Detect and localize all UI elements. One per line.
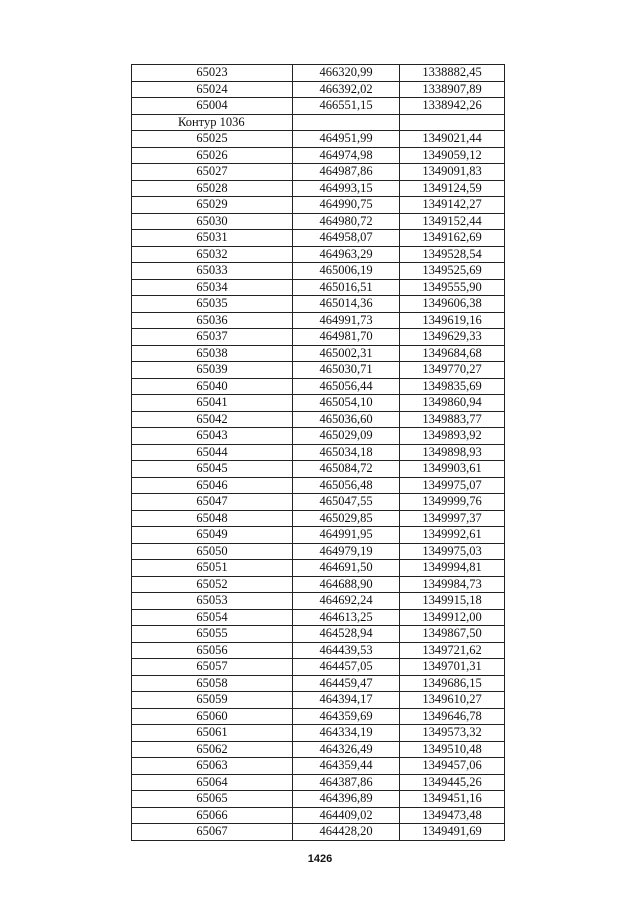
- x-coordinate-cell: 464963,29: [293, 246, 400, 263]
- point-number-cell: 65051: [132, 560, 293, 577]
- point-number-cell: 65064: [132, 774, 293, 791]
- point-number-cell: 65034: [132, 279, 293, 296]
- empty-cell: [400, 114, 505, 131]
- point-number-cell: 65043: [132, 428, 293, 445]
- y-coordinate-cell: 1349473,48: [400, 807, 505, 824]
- table-row: [132, 659, 505, 676]
- point-number-cell: 65045: [132, 461, 293, 478]
- y-coordinate-cell: 1349915,18: [400, 593, 505, 610]
- x-coordinate-cell: 464396,89: [293, 791, 400, 808]
- point-number-cell: 65042: [132, 411, 293, 428]
- y-coordinate-cell: 1349142,27: [400, 197, 505, 214]
- x-coordinate-cell: 465056,48: [293, 477, 400, 494]
- point-number-cell: 65040: [132, 378, 293, 395]
- point-number-cell: 65054: [132, 609, 293, 626]
- table-row: [132, 527, 505, 544]
- point-number-cell: 65056: [132, 642, 293, 659]
- y-coordinate-cell: 1349835,69: [400, 378, 505, 395]
- table-row: [132, 65, 505, 82]
- table-row: [132, 807, 505, 824]
- y-coordinate-cell: 1349491,69: [400, 824, 505, 841]
- table-row: [132, 213, 505, 230]
- y-coordinate-cell: 1349510,48: [400, 741, 505, 758]
- y-coordinate-cell: 1349525,69: [400, 263, 505, 280]
- x-coordinate-cell: 464439,53: [293, 642, 400, 659]
- point-number-cell: 65060: [132, 708, 293, 725]
- x-coordinate-cell: 466320,99: [293, 65, 400, 82]
- x-coordinate-cell: 464409,02: [293, 807, 400, 824]
- x-coordinate-cell: 465084,72: [293, 461, 400, 478]
- x-coordinate-cell: 464394,17: [293, 692, 400, 709]
- table-row: [132, 609, 505, 626]
- point-number-cell: 65025: [132, 131, 293, 148]
- table-row: [132, 428, 505, 445]
- y-coordinate-cell: 1349770,27: [400, 362, 505, 379]
- table-row: [132, 180, 505, 197]
- y-coordinate-cell: 1349610,27: [400, 692, 505, 709]
- table-row: [132, 725, 505, 742]
- y-coordinate-cell: 1349984,73: [400, 576, 505, 593]
- empty-cell: [293, 114, 400, 131]
- point-number-cell: 65023: [132, 65, 293, 82]
- table-row: [132, 279, 505, 296]
- table-row: [132, 98, 505, 115]
- y-coordinate-cell: 1349721,62: [400, 642, 505, 659]
- point-number-cell: 65067: [132, 824, 293, 841]
- table-row: [132, 510, 505, 527]
- x-coordinate-cell: 464981,70: [293, 329, 400, 346]
- point-number-cell: 65041: [132, 395, 293, 412]
- table-row: [132, 477, 505, 494]
- y-coordinate-cell: 1349573,32: [400, 725, 505, 742]
- y-coordinate-cell: 1349555,90: [400, 279, 505, 296]
- y-coordinate-cell: 1349903,61: [400, 461, 505, 478]
- y-coordinate-cell: 1338907,89: [400, 81, 505, 98]
- x-coordinate-cell: 464326,49: [293, 741, 400, 758]
- point-number-cell: 65062: [132, 741, 293, 758]
- y-coordinate-cell: 1349975,07: [400, 477, 505, 494]
- table-row: [132, 774, 505, 791]
- x-coordinate-cell: 465054,10: [293, 395, 400, 412]
- table-row: [132, 593, 505, 610]
- y-coordinate-cell: 1349162,69: [400, 230, 505, 247]
- y-coordinate-cell: 1349883,77: [400, 411, 505, 428]
- y-coordinate-cell: 1338882,45: [400, 65, 505, 82]
- x-coordinate-cell: 465056,44: [293, 378, 400, 395]
- x-coordinate-cell: 464991,95: [293, 527, 400, 544]
- point-number-cell: 65038: [132, 345, 293, 362]
- x-coordinate-cell: 464691,50: [293, 560, 400, 577]
- x-coordinate-cell: 465029,85: [293, 510, 400, 527]
- point-number-cell: 65044: [132, 444, 293, 461]
- y-coordinate-cell: 1349997,37: [400, 510, 505, 527]
- y-coordinate-cell: 1349893,92: [400, 428, 505, 445]
- x-coordinate-cell: 464359,69: [293, 708, 400, 725]
- x-coordinate-cell: 464979,19: [293, 543, 400, 560]
- y-coordinate-cell: 1349619,16: [400, 312, 505, 329]
- table-row: [132, 164, 505, 181]
- y-coordinate-cell: 1349445,26: [400, 774, 505, 791]
- y-coordinate-cell: 1349528,54: [400, 246, 505, 263]
- point-number-cell: 65058: [132, 675, 293, 692]
- x-coordinate-cell: 465034,18: [293, 444, 400, 461]
- point-number-cell: 65037: [132, 329, 293, 346]
- point-number-cell: 65046: [132, 477, 293, 494]
- coordinates-table: [131, 64, 505, 841]
- table-row: [132, 378, 505, 395]
- table-row: [132, 708, 505, 725]
- x-coordinate-cell: 464980,72: [293, 213, 400, 230]
- x-coordinate-cell: 466392,02: [293, 81, 400, 98]
- y-coordinate-cell: 1349684,68: [400, 345, 505, 362]
- point-number-cell: 65057: [132, 659, 293, 676]
- x-coordinate-cell: 464613,25: [293, 609, 400, 626]
- y-coordinate-cell: 1349912,00: [400, 609, 505, 626]
- table-row: [132, 345, 505, 362]
- point-number-cell: 65026: [132, 147, 293, 164]
- y-coordinate-cell: 1349867,50: [400, 626, 505, 643]
- coordinates-table-body: [132, 65, 505, 841]
- y-coordinate-cell: 1349021,44: [400, 131, 505, 148]
- x-coordinate-cell: 466551,15: [293, 98, 400, 115]
- point-number-cell: 65039: [132, 362, 293, 379]
- point-number-cell: 65049: [132, 527, 293, 544]
- point-number-cell: 65065: [132, 791, 293, 808]
- table-row: [132, 131, 505, 148]
- point-number-cell: 65061: [132, 725, 293, 742]
- point-number-cell: 65053: [132, 593, 293, 610]
- table-row: [132, 758, 505, 775]
- y-coordinate-cell: 1349994,81: [400, 560, 505, 577]
- contour-label: Контур 1036: [132, 114, 293, 131]
- y-coordinate-cell: 1349091,83: [400, 164, 505, 181]
- point-number-cell: 65035: [132, 296, 293, 313]
- x-coordinate-cell: 465029,09: [293, 428, 400, 445]
- point-number-cell: 65028: [132, 180, 293, 197]
- table-row: [132, 230, 505, 247]
- page-number: 1426: [307, 853, 333, 865]
- x-coordinate-cell: 464958,07: [293, 230, 400, 247]
- y-coordinate-cell: 1349701,31: [400, 659, 505, 676]
- x-coordinate-cell: 464428,20: [293, 824, 400, 841]
- point-number-cell: 65027: [132, 164, 293, 181]
- table-row: [132, 560, 505, 577]
- y-coordinate-cell: 1349999,76: [400, 494, 505, 511]
- x-coordinate-cell: 464359,44: [293, 758, 400, 775]
- point-number-cell: 65031: [132, 230, 293, 247]
- x-coordinate-cell: 464692,24: [293, 593, 400, 610]
- x-coordinate-cell: 464528,94: [293, 626, 400, 643]
- table-row: [132, 147, 505, 164]
- x-coordinate-cell: 465014,36: [293, 296, 400, 313]
- table-row: [132, 444, 505, 461]
- point-number-cell: 65050: [132, 543, 293, 560]
- point-number-cell: 65055: [132, 626, 293, 643]
- y-coordinate-cell: 1349646,78: [400, 708, 505, 725]
- table-row: [132, 329, 505, 346]
- table-row: [132, 626, 505, 643]
- x-coordinate-cell: 464334,19: [293, 725, 400, 742]
- point-number-cell: 65030: [132, 213, 293, 230]
- y-coordinate-cell: 1349686,15: [400, 675, 505, 692]
- y-coordinate-cell: 1349629,33: [400, 329, 505, 346]
- x-coordinate-cell: 464387,86: [293, 774, 400, 791]
- point-number-cell: 65047: [132, 494, 293, 511]
- x-coordinate-cell: 465006,19: [293, 263, 400, 280]
- x-coordinate-cell: 464951,99: [293, 131, 400, 148]
- x-coordinate-cell: 465047,55: [293, 494, 400, 511]
- point-number-cell: 65048: [132, 510, 293, 527]
- table-row: [132, 312, 505, 329]
- point-number-cell: 65032: [132, 246, 293, 263]
- point-number-cell: 65066: [132, 807, 293, 824]
- y-coordinate-cell: 1349124,59: [400, 180, 505, 197]
- table-row: [132, 543, 505, 560]
- table-row: [132, 263, 505, 280]
- point-number-cell: 65063: [132, 758, 293, 775]
- table-row: [132, 642, 505, 659]
- table-row: [132, 296, 505, 313]
- point-number-cell: 65024: [132, 81, 293, 98]
- x-coordinate-cell: 464987,86: [293, 164, 400, 181]
- table-row: [132, 197, 505, 214]
- x-coordinate-cell: 464459,47: [293, 675, 400, 692]
- point-number-cell: 65029: [132, 197, 293, 214]
- table-row: [132, 461, 505, 478]
- table-row: [132, 395, 505, 412]
- point-number-cell: 65059: [132, 692, 293, 709]
- y-coordinate-cell: 1349152,44: [400, 213, 505, 230]
- contour-header-row: [132, 114, 505, 131]
- table-row: [132, 81, 505, 98]
- point-number-cell: 65004: [132, 98, 293, 115]
- table-row: [132, 824, 505, 841]
- point-number-cell: 65033: [132, 263, 293, 280]
- x-coordinate-cell: 464974,98: [293, 147, 400, 164]
- table-row: [132, 494, 505, 511]
- x-coordinate-cell: 464991,73: [293, 312, 400, 329]
- table-row: [132, 741, 505, 758]
- y-coordinate-cell: 1338942,26: [400, 98, 505, 115]
- y-coordinate-cell: 1349606,38: [400, 296, 505, 313]
- table-row: [132, 246, 505, 263]
- table-row: [132, 692, 505, 709]
- x-coordinate-cell: 465036,60: [293, 411, 400, 428]
- x-coordinate-cell: 464688,90: [293, 576, 400, 593]
- y-coordinate-cell: 1349898,93: [400, 444, 505, 461]
- y-coordinate-cell: 1349457,06: [400, 758, 505, 775]
- x-coordinate-cell: 465030,71: [293, 362, 400, 379]
- x-coordinate-cell: 464993,15: [293, 180, 400, 197]
- y-coordinate-cell: 1349860,94: [400, 395, 505, 412]
- x-coordinate-cell: 464990,75: [293, 197, 400, 214]
- point-number-cell: 65052: [132, 576, 293, 593]
- table-row: [132, 411, 505, 428]
- x-coordinate-cell: 465002,31: [293, 345, 400, 362]
- table-row: [132, 362, 505, 379]
- table-row: [132, 675, 505, 692]
- x-coordinate-cell: 464457,05: [293, 659, 400, 676]
- x-coordinate-cell: 465016,51: [293, 279, 400, 296]
- y-coordinate-cell: 1349059,12: [400, 147, 505, 164]
- y-coordinate-cell: 1349975,03: [400, 543, 505, 560]
- y-coordinate-cell: 1349992,61: [400, 527, 505, 544]
- table-row: [132, 791, 505, 808]
- y-coordinate-cell: 1349451,16: [400, 791, 505, 808]
- table-row: [132, 576, 505, 593]
- point-number-cell: 65036: [132, 312, 293, 329]
